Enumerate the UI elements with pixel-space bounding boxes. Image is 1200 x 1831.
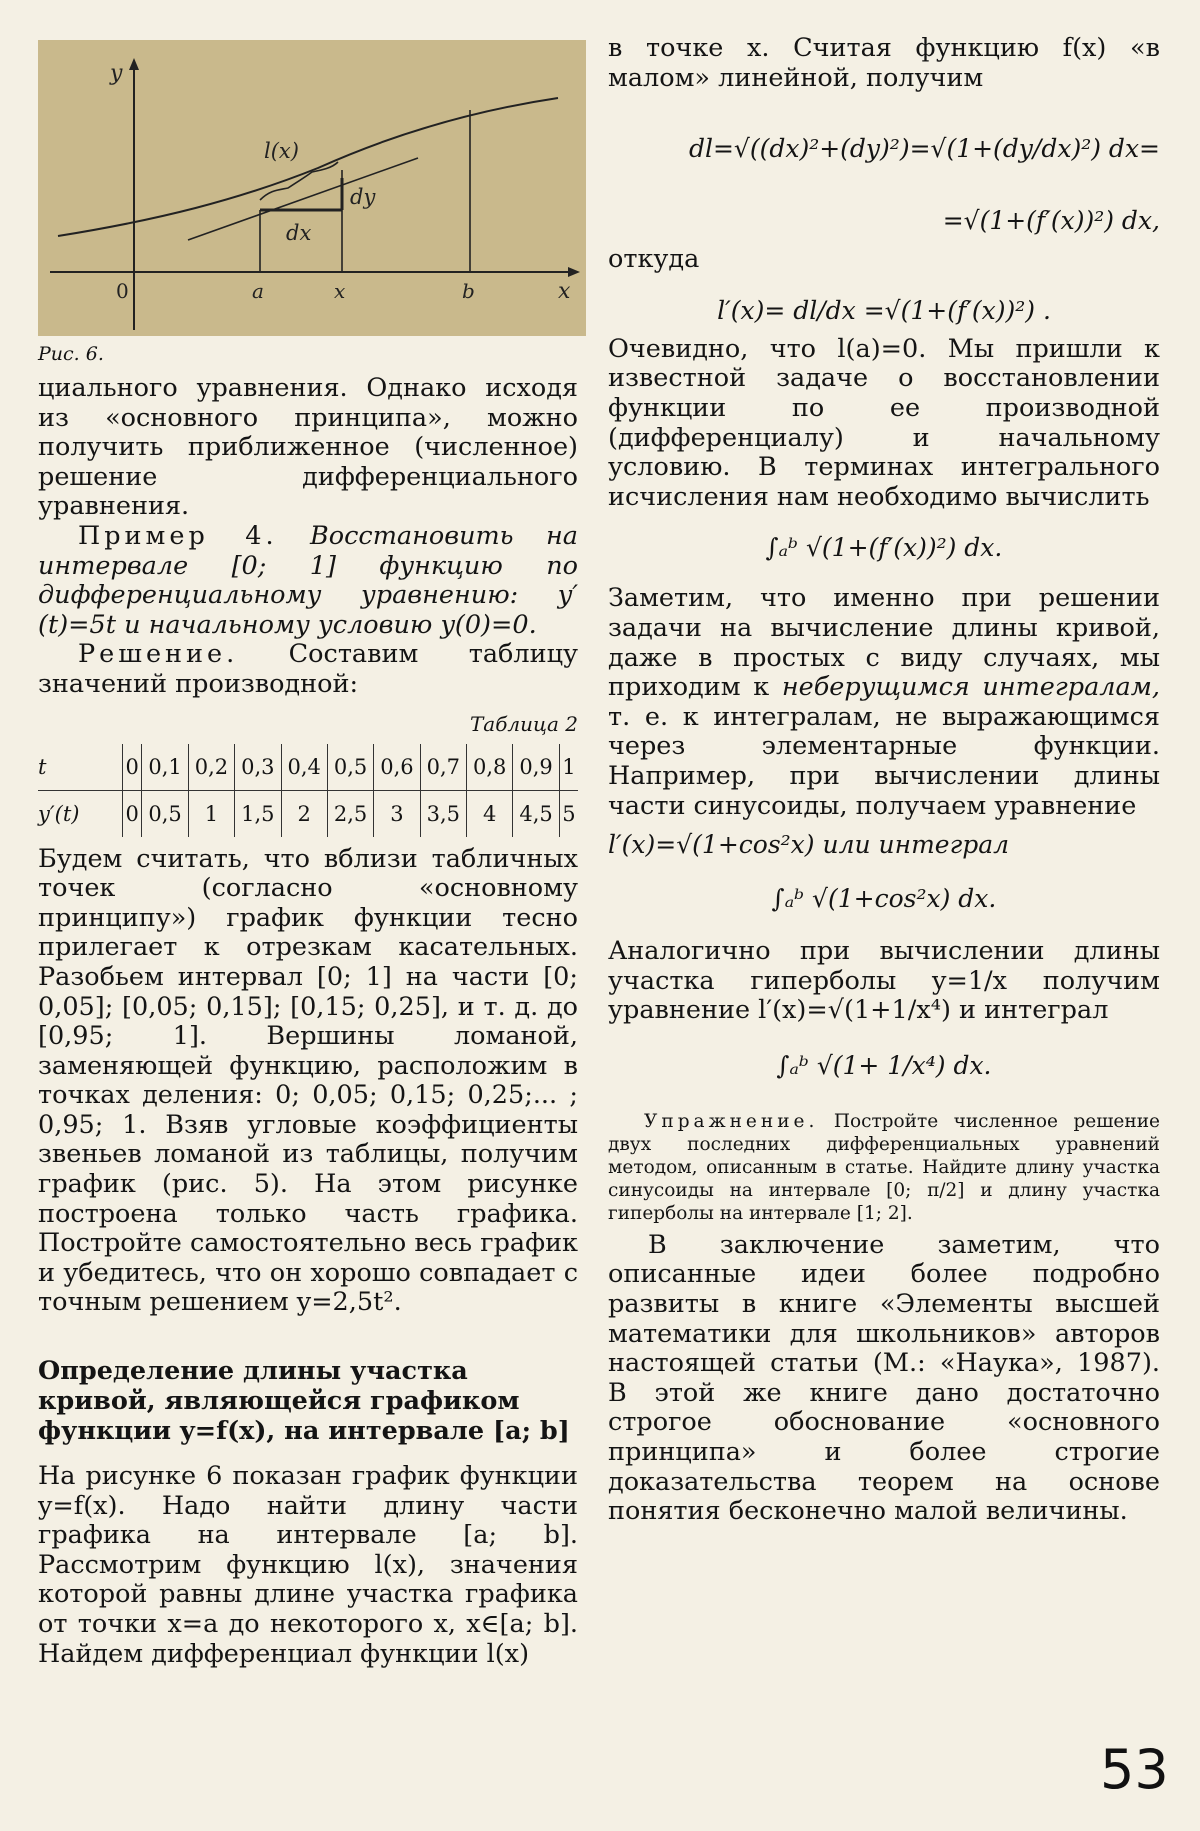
left-paragraph-1: циального уравнения. Однако исходя из «основного принципа», можно получить приближенное (численное) решение дифференциального уравнения. bbox=[38, 373, 578, 522]
formula-dl: dl=√((dx)²+(dy)²)=√(1+(dy/dx)²) dx= bbox=[688, 134, 1160, 164]
table-row-t bbox=[38, 744, 578, 791]
left-paragraph-2: Будем считать, что вблизи табличных точек (согласно «основному принципу») график функции тесно прилегает к отрезкам касательных. Разобьем интервал [0; 1] на части [0; 0,05]; [0,05; 0,15]; [0,15; 0,25], и т. д. до [0,95; 1]. Вершины ломаной, заменяющей функцию, расположим в точках деления: 0; 0,05; 0,15; 0,25;... ; 0,95; 1. Взяв угловые коэффициенты звеньев ломаной из таблицы, получим график (рис. 5). На этом рисунке построена только часть графика. Постройте самостоятельно весь график и убедитесь, что он хорошо совпадает с точным решением y=2,5t². bbox=[38, 843, 578, 1318]
table-cell: 0,1 bbox=[142, 744, 188, 791]
table-caption: Таблица 2 bbox=[469, 711, 578, 736]
right-paragraph-4 bbox=[608, 584, 1160, 821]
table-cell: 0,2 bbox=[188, 744, 234, 791]
table-cell: 3,5 bbox=[420, 790, 466, 837]
table-cell: 1 bbox=[188, 790, 234, 837]
exercise-label: Упражнение. bbox=[644, 1110, 819, 1132]
table-cell: 2 bbox=[281, 790, 327, 837]
p4-part-b: т. е. к интегралам, не выражающимся через элементарные функции. Например, при вычислении длины части синусоиды, получаем уравнение bbox=[608, 701, 1160, 821]
formula-lprime: l′(x)= dl/dx =√(1+(f′(x))²) . bbox=[717, 295, 1051, 325]
formula-dl-cont: =√(1+(f′(x))²) dx, bbox=[942, 206, 1160, 236]
left-paragraph-3: На рисунке 6 показан график функции y=f(x). Надо найти длину части графика на интервале [a; b]. Рассмотрим функцию l(x), значения которой равны длине участка графика от точки x=a до некоторого x, x∈[a; b]. Найдем дифференциал функции l(x) bbox=[38, 1461, 578, 1669]
table-cell: 0,4 bbox=[281, 744, 327, 791]
solution-text: Составим таблицу значений производной: bbox=[38, 639, 578, 699]
table-cell: 0,8 bbox=[467, 744, 513, 791]
table-row-t-head: t bbox=[38, 744, 123, 791]
right-paragraph-6: В заключение заметим, что описанные идеи более подробно развиты в книге «Элементы высшей математики для школьников» авторов настоящей статьи (М.: «Наука», 1987). В этой же книге дано достаточно строгое обоснование «основного принципа» и более строгие доказательства теорем на основе понятия бесконечно малой величины. bbox=[608, 1229, 1160, 1527]
left-column bbox=[38, 374, 578, 1669]
right-paragraph-3: Очевидно, что l(a)=0. Мы пришли к известной задаче о восстановлении функции по ее производной (дифференциалу) и начальному условию. В терминах интегрального исчисления нам необходимо вычислить bbox=[608, 333, 1160, 512]
table-cell: 1 bbox=[559, 744, 578, 791]
derivative-table bbox=[38, 744, 578, 837]
tick-a-label: a bbox=[252, 279, 264, 303]
right-paragraph-5: Аналогично при вычислении длины участка гиперболы y=1/x получим уравнение l′(x)=√(1+1/x⁴) и интеграл bbox=[608, 936, 1160, 1026]
table-row-y-head: y′(t) bbox=[38, 801, 80, 826]
table-cell: 0,9 bbox=[513, 744, 559, 791]
table-cell: 4,5 bbox=[513, 790, 559, 837]
tick-x-label: x bbox=[334, 279, 346, 303]
page-number: 53 bbox=[1100, 1738, 1169, 1801]
right-paragraph-1: в точке x. Считая функцию f(x) «в малом» линейной, получим bbox=[608, 33, 1160, 93]
dx-label: dx bbox=[286, 221, 312, 245]
formula-sin-eq: l′(x)=√(1+cos²x) или интеграл bbox=[608, 830, 1010, 860]
table-cell: 1,5 bbox=[235, 790, 281, 837]
table-cell: 0,5 bbox=[327, 744, 373, 791]
dy-label: dy bbox=[350, 185, 376, 209]
exercise-paragraph bbox=[608, 1110, 1160, 1225]
tick-b-label: b bbox=[462, 279, 475, 303]
solution-label: Решение. bbox=[78, 639, 239, 670]
table-cell: 0 bbox=[123, 790, 142, 837]
lx-label: l(x) bbox=[264, 139, 299, 163]
p4-part-a: Заметим, что именно при решении задачи на вычисление длины кривой, даже в простых с виду случаях, мы приходим к bbox=[608, 583, 1160, 703]
example-paragraph bbox=[38, 522, 578, 640]
formula-integral-1: ∫ₐᵇ √(1+(f′(x))²) dx. bbox=[765, 533, 1003, 563]
section-heading: Определение длины участка кривой, являющейся графиком функции y=f(x), на интервале [a; b] bbox=[38, 1356, 570, 1447]
table-cell: 0,7 bbox=[420, 744, 466, 791]
table-cell: 3 bbox=[374, 790, 420, 837]
example-text: Восстановить на интервале [0; 1] функцию по дифференциальному уравнению: y′(t)=5t и начальному условию y(0)=0. bbox=[38, 520, 579, 640]
table-cell: 0,6 bbox=[374, 744, 420, 791]
formula-integral-2: ∫ₐᵇ √(1+cos²x) dx. bbox=[771, 884, 997, 914]
formula-integral-3: ∫ₐᵇ √(1+ 1/x⁴) dx. bbox=[776, 1050, 992, 1080]
table-cell: 0,3 bbox=[235, 744, 281, 791]
table-cell: 5 bbox=[559, 790, 578, 837]
table-cell: 0 bbox=[123, 744, 142, 791]
axis-x-label: x bbox=[558, 279, 571, 304]
table-row-y bbox=[38, 790, 578, 837]
table-cell: 2,5 bbox=[327, 790, 373, 837]
right-paragraph-2: откуда bbox=[608, 244, 700, 275]
table-cell: 0,5 bbox=[142, 790, 188, 837]
table-cell: 4 bbox=[467, 790, 513, 837]
solution-paragraph bbox=[38, 640, 578, 699]
figure-6 bbox=[38, 40, 586, 336]
right-column bbox=[608, 34, 1160, 1527]
exercise-text: Постройте численное решение двух последних дифференциальных уравнений методом, описанным в статье. Найдите длину участка синусоиды на интервале [0; π/2] и длину участка гиперболы на интервале [1; 2]. bbox=[608, 1110, 1160, 1224]
p4-emphasis: неберущимся интегралам, bbox=[781, 672, 1160, 703]
axis-y-label: y bbox=[110, 61, 123, 86]
example-label: Пример 4. bbox=[78, 520, 278, 551]
origin-label: 0 bbox=[116, 279, 129, 303]
figure-caption: Рис. 6. bbox=[38, 343, 104, 365]
